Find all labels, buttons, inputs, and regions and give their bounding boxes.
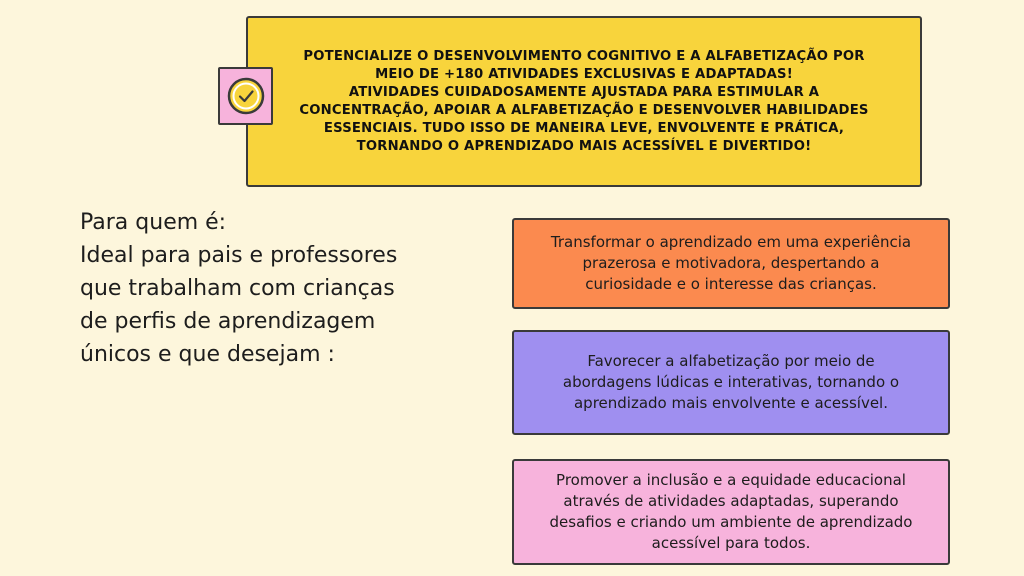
benefit-card-literacy	[512, 330, 950, 435]
audience-heading: Para quem é:	[80, 210, 227, 235]
benefit-card-curiosity	[512, 218, 950, 309]
benefit-text: Promover a inclusão e a equidade educacional através de atividades adaptadas, superando desafios e criando um ambiente de aprendizado acessível para todos.	[549, 471, 913, 552]
benefit-card-inclusion	[512, 459, 950, 565]
header-description: ATIVIDADES CUIDADOSAMENTE AJUSTADA PARA ESTIMULAR A CONCENTRAÇÃO, APOIAR A ALFABETIZAÇÃO E DESENVOLVER HABILIDADES ESSENCIAIS. TUDO ISSO DE MANEIRA LEVE, ENVOLVENTE E PRÁTICA, TORNANDO O APRENDIZADO MAIS ACESSÍVEL E DIVERTIDO!	[299, 84, 869, 154]
check-badge	[218, 67, 273, 125]
benefit-text: Transformar o aprendizado em uma experiência prazerosa e motivadora, despertando a curiosidade e o interesse das crianças.	[550, 233, 912, 293]
header-headline: POTENCIALIZE O DESENVOLVIMENTO COGNITIVO E A ALFABETIZAÇÃO POR MEIO DE +180 ATIVIDADES EXCLUSIVAS E ADAPTADAS!	[303, 48, 865, 82]
benefit-text: Favorecer a alfabetização por meio de abordagens lúdicas e interativas, tornando o aprendizado mais envolvente e acessível.	[562, 352, 900, 412]
header-banner	[246, 16, 922, 187]
audience-section	[80, 206, 420, 371]
check-circle-icon	[226, 76, 266, 116]
audience-text: Ideal para pais e professores que trabalham com crianças de perfis de aprendizagem únicos e que desejam :	[80, 243, 398, 367]
